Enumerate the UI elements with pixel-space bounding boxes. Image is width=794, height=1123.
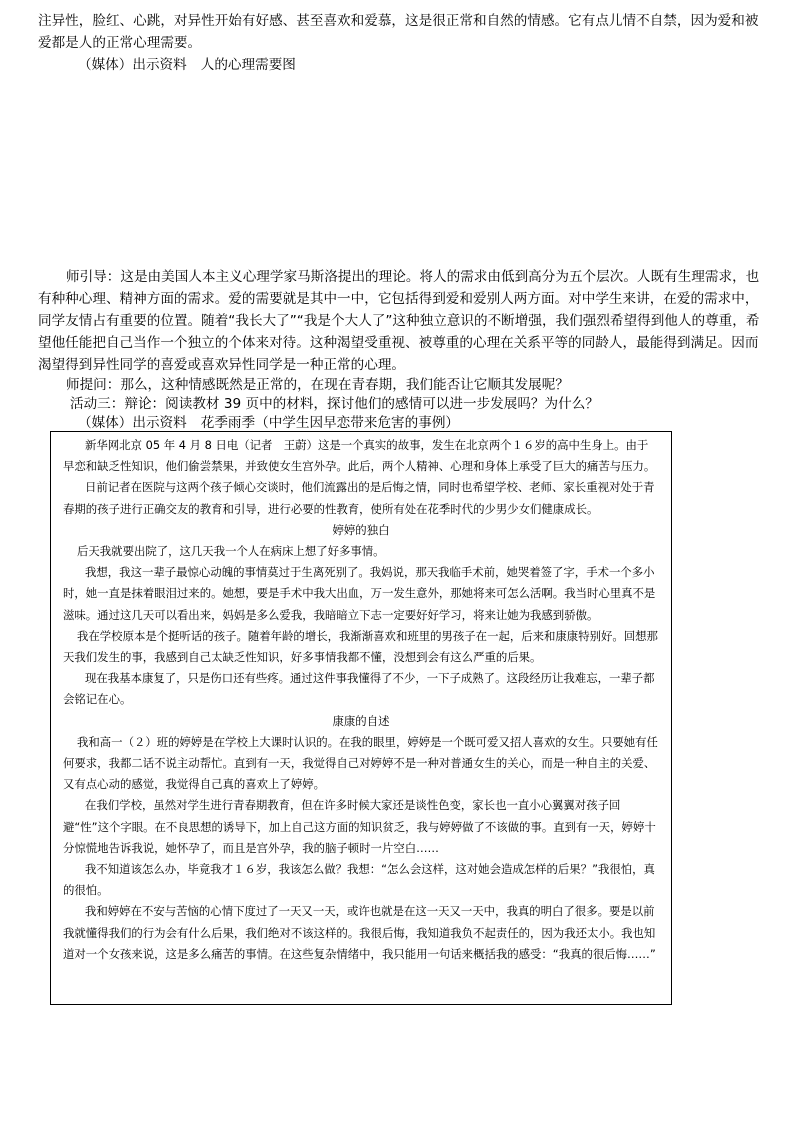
media-title-2: 花季雨季（中学生因早恋带来危害的事例） <box>200 415 460 431</box>
tingting-para-4: 现在我基本康复了，只是伤口还有些疼。通过这件事我懂得了不少，一下子成熟了。这段经历让我难忘，一辈子都会铭记在心。 <box>63 671 655 707</box>
kangkang-para-4: 我和婷婷在不安与苦恼的心情下度过了一天又一天，或许也就是在这一天又一天中，我真的明白了很多。要是以前我就懂得我们的行为会有什么后果，我们绝对不该这样的。我很后悔，我知道我负不起责任的，因为我还太小。我也知道对一个女孩来说，这是多么痛苦的事情。在这些复杂情绪中，我只能用一句话来概括我的感受：“我真的很后悔……” <box>63 904 656 961</box>
story-intro-1: 新华网北京 05 年 4 月 8 日电（记者 王蔚）这是一个真实的故事，发生在北京两个１６岁的高中生身上。由于早恋和缺乏性知识，他们偷尝禁果，并致使女生宫外孕。此后，两个人精神、心理和身体上承受了巨大的痛苦与压力。 <box>63 438 656 474</box>
media-label-1: （媒体）出示资料 <box>78 57 187 73</box>
tingting-para-1: 后天我就要出院了，这几天我一个人在病床上想了好多事情。 <box>77 544 385 559</box>
tingting-para-2: 我想，我这一辈子最惊心动魄的事情莫过于生离死别了。我妈说，那天我临手术前，她哭着签了字，手术一个多小时，她一直是抹着眼泪过来的。她想，要是手术中我大出血，万一发生意外，那她将来可怎么活啊。我当时心里真不是滋味。通过这几天可以看出来，妈妈是多么爱我，我暗暗立下志一定要好好学习，将来让她为我感到骄傲。 <box>63 565 656 622</box>
kangkang-para-2: 在我们学校，虽然对学生进行青春期教育，但在许多时候大家还是谈性色变，家长也一直小心翼翼对孩子回避“性”这个字眼。在不良思想的诱导下，加上自己这方面的知识贫乏，我与婷婷做了不该做的事。直到有一天，婷婷十分惊慌地告诉我说，她怀孕了，而且是宫外孕，我的脑子顿时一片空白…… <box>63 798 656 855</box>
media-line-1 <box>38 54 768 76</box>
teacher-guide-text: 师引导：这是由美国人本主义心理学家马斯洛提出的理论。将人的需求由低到高分为五个层次。人既有生理需求，也有种种心理、精神方面的需求。爱的需要就是其中一中，它包括得到爱和爱别人两方面。对中学生来讲，在爱的需求中，同学友情占有重要的位置。随着“我长大了”“我是个大人了”这种独立意识的不断增强，我们强烈希望得到他人的尊重，希望他任能把自己当作一个独立的个体来对待。这种渴望受重视、被尊重的心理在关系平等的同龄人，最能得到满足。因而渴望得到异性同学的喜爱或喜欢异性同学是一种正常的心理。 <box>38 269 760 373</box>
diagram-placeholder <box>38 100 768 260</box>
paragraph-intro: 注异性，脸红、心跳，对异性开始有好感、甚至喜欢和爱慕，这是很正常和自然的情感。它有点儿情不自禁，因为爱和被爱都是人的正常心理需要。 <box>38 13 759 51</box>
kangkang-para-1: 我和高一（２）班的婷婷是在学校上大课时认识的。在我的眼里，婷婷是一个既可爱又招人喜欢的女生。只要她有任何要求，我都二话不说主动帮忙。直到有一天，我觉得自己对婷婷不是一种对普通女生的关心，而是一种自主的关爱、又有点心动的感觉，我觉得自己真的喜欢上了婷婷。 <box>63 734 658 792</box>
activity-three-text: 活动三：辩论：阅读教材 39 页中的材料，探讨他们的感情可以进一步发展吗？为什么？ <box>70 396 599 412</box>
kangkang-para-3: 我不知道该怎么办，毕竟我才１６岁，我该怎么做？我想：“怎么会这样，这对她会造成怎样的后果？”我很怕，真的很怕。 <box>63 862 655 898</box>
tingting-para-3: 我在学校原本是个挺听话的孩子。随着年龄的增长，我渐渐喜欢和班里的男孩子在一起，后来和康康特别好。回想那天我们发生的事，我感到自己太缺乏性知识，好多事情我都不懂，没想到会有这么严重的后果。 <box>63 628 658 665</box>
teacher-question-text: 师提问：那么，这种情感既然是正常的，在现在青春期，我们能否让它顺其发展呢？ <box>66 377 569 393</box>
media-title-1: 人的心理需要图 <box>200 57 296 73</box>
story-intro-2: 日前记者在医院与这两个孩子倾心交谈时，他们流露出的是后悔之情，同时也希望学校、老师、家长重视对处于青春期的孩子进行正确交友的教育和引导，进行必要的性教育，使所有处在花季时代的少男少女们健康成长。 <box>63 480 655 516</box>
story-title-tingting: 婷婷的独白 <box>332 522 390 537</box>
story-box <box>50 431 672 1005</box>
media-label-2: （媒体）出示资料 <box>78 415 187 431</box>
story-title-kangkang: 康康的自述 <box>332 713 390 728</box>
paragraph-teacher-guide <box>38 266 768 376</box>
